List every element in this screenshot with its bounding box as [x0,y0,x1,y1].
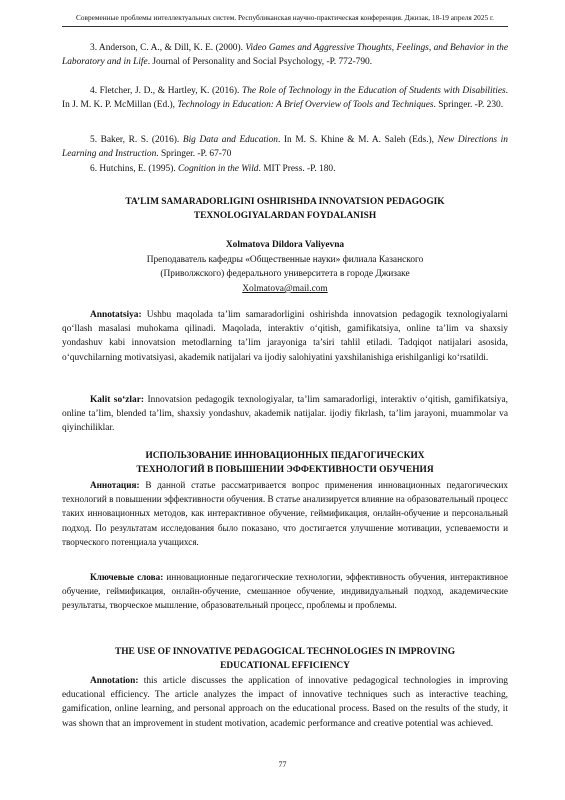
article-title-uz: TA’LIM SAMARADORLIGINI OSHIRISHDA INNOVATSION PEDAGOGIK TEXNOLOGIYALARDAN FOYDALANISH [125,197,445,221]
article-title-en: THE USE OF INNOVATIVE PEDAGOGICAL TECHNOLOGIES IN IMPROVING EDUCATIONAL EFFICIENCY [114,647,456,671]
keywords-ru: Ключевые слова: инновационные педагогические технологии, эффективность обучения, интерактивное обучение, геймификация, онлайн-обучение, смешанное обучение, индивидуальный подход, академические результаты, творческое мышление, образовательный процесс, проблемы и проблемы. [62,572,509,611]
article-title-ru: ИСПОЛЬЗОВАНИЕ ИННОВАЦИОННЫХ ПЕДАГОГИЧЕСКИХ ТЕХНОЛОГИЙ В ПОВЫШЕНИИ ЭФФЕКТИВНОСТИ ОБУЧЕНИЯ [136,451,434,475]
reference-item: 4. Fletcher, J. D., & Hartley, K. (2016). The Role of Technology in the Education of Students with Disabilities. In J. M. K. P. McMillan (Ed.), Technology in Education: A Brief Overview of Tools and Techniques. Springer. -P. 230. [62,86,508,111]
keywords-uz: Kalit so‘zlar: Innovatsion pedagogik texnologiyalar, ta’lim samaradorligi, interaktiv o‘qitish, gamifikatsiya, online ta’lim, blended ta’lim, shaxsiy yondashuv, akademik natijalar. ijodiy fikrlash, ta’lim jarayoni, muammolar va qiyinchiliklar. [62,395,508,434]
abstract-ru: Аннотация: В данной статье рассматривается вопрос применения инновационных педагогических технологий в повышении эффективности обучения. В статье анализируется влияние на образовательный процесс таких инновационных методов, как интерактивное обучение, геймификация, онлайн-обучение и персональный подход. По результатам исследования было показано, что достигается улучшение мотивации, успеваемости и творческого потенциала учащихся. [62,480,508,547]
author-email-link[interactable]: Xolmatova@mail.com [242,284,328,294]
reference-item: 5. Baker, R. S. (2016). Big Data and Education. In M. S. Khine & M. A. Saleh (Eds.), New Directions in Learning and Instruction. Springer. -P. 67-70 [62,135,508,160]
page-number: 77 [278,760,287,769]
reference-item: 3. Anderson, C. A., & Dill, K. E. (2000). Video Games and Aggressive Thoughts, Feelings, and Behavior in the Laboratory and in Life. Journal of Personality and Social Psychology, -P. 772-790. [62,43,508,68]
author-name: Xolmatova Dildora Valiyevna [225,240,345,250]
reference-item: 6. Hutchins, E. (1995). Cognition in the Wild. MIT Press. -P. 180. [90,164,336,174]
author-email-line [62,282,508,296]
abstract-uz: Annotatsiya: Ushbu maqolada ta’lim samaradorligini oshirishda innovatsion pedagogik texnologiyalarni qo‘llash masalasi muhokama qilinadi. Maqolada, interaktiv o‘qitish, gamifikatsiya, online ta’lim va shaxsiy yondashuv kabi innovatsion metodlarning ta’lim jarayoniga ta’siri tahlil etiladi. Tadqiqot natijalari asosida, o‘quvchilarning motivatsiyasi, akademik natijalari va ijodiy salohiyatini yaxshilanishiga erishilganligi ko‘rsatildi. [62,310,508,363]
header-rule [62,26,508,27]
abstract-en: Annotation: this article discusses the application of innovative pedagogical technologies in improving educational efficiency. The article analyzes the impact of innovative techniques such as interactive teaching, gamification, online learning, and personal approach on the educational process. Based on the results of the study, it was shown that an improvement in student motivation, academic performance and creative potential was achieved. [62,676,508,729]
author-affiliation: Преподаватель кафедры «Общественные науки» филиала Казанского (Приволжского) федерального университета в городе Джизаке [146,255,424,280]
running-header: Современные проблемы интеллектуальных систем. Республиканская научно-практическая конференция. Джизак, 18-19 апреля 2025 г. [76,13,494,22]
